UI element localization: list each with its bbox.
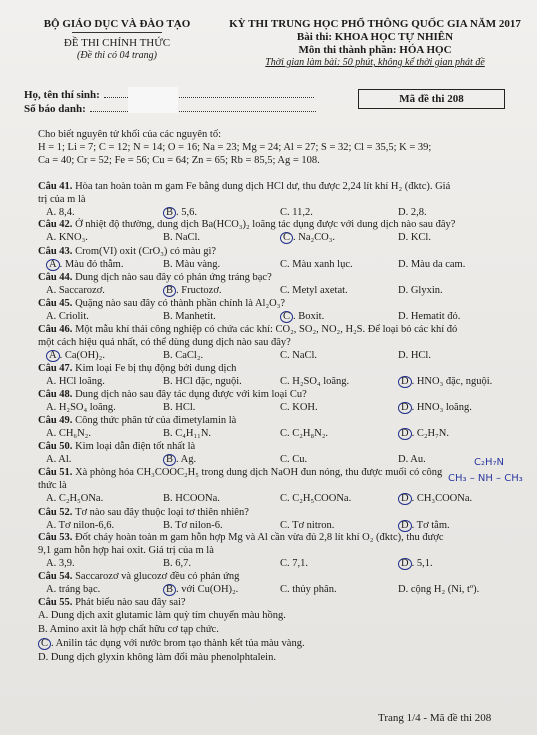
question-text: Kim loại Fe bị thụ động bởi dung dịch: [75, 363, 237, 374]
answer-option[interactable]: B. HCl.: [163, 402, 196, 413]
question-number: Câu 53.: [38, 532, 76, 543]
answer-options: [46, 453, 516, 466]
atomic-line-1: H = 1; Li = 7; C = 12; N = 14; O = 16; Na = 23; Mg = 24; Al = 27; S = 32; Cl = 35,5; K = 39;: [38, 142, 432, 153]
answer-mark-circle: B: [163, 285, 176, 297]
answer-mark-circle: C: [280, 232, 293, 244]
answer-options: [46, 492, 516, 505]
answer-option[interactable]: D. Au.: [398, 454, 426, 465]
answer-option[interactable]: B. Tơ nilon-6.: [163, 520, 223, 531]
answer-option[interactable]: C. 7,1.: [280, 558, 309, 569]
question-text: Quặng nào sau đây có thành phần chính là Al₂O₃?: [75, 298, 286, 309]
answer-mark-circle: C: [38, 638, 51, 650]
question-number: Câu 49.: [38, 415, 76, 426]
answer-option[interactable]: D . HNO₃ đặc, nguội.: [398, 375, 492, 388]
answer-option[interactable]: B. Màu vàng.: [163, 259, 221, 270]
answer-option[interactable]: B . Fructozơ.: [163, 284, 222, 297]
atomic-intro: Cho biết nguyên tử khối của các nguyên tố:: [38, 129, 221, 140]
answer-option[interactable]: D . C₂H₇N.: [398, 427, 449, 440]
answer-option[interactable]: D . 5,1.: [398, 557, 433, 570]
statement-option[interactable]: B. Amino axit là hợp chất hữu cơ tạp chức.: [38, 624, 219, 635]
answer-option[interactable]: D. Glyxin.: [398, 285, 443, 296]
exam-code: Mã đề thi 208: [358, 89, 505, 109]
answer-option[interactable]: B. C₄H₁₁N.: [163, 428, 212, 439]
header-left: [22, 18, 212, 62]
answer-option[interactable]: A . Ca(OH)₂.: [46, 349, 105, 362]
question-number: Câu 46.: [38, 324, 76, 335]
answer-options: [46, 401, 516, 414]
answer-options: [46, 375, 516, 388]
question-number: Câu 47.: [38, 363, 76, 374]
question-number: Câu 54.: [38, 571, 76, 582]
question-stem: [38, 245, 520, 258]
answer-mark-circle: D: [398, 520, 412, 532]
answer-option[interactable]: A. Criolit.: [46, 311, 89, 322]
answer-option[interactable]: C. KOH.: [280, 402, 318, 413]
ministry: BỘ GIÁO DỤC VÀ ĐÀO TẠO: [43, 18, 191, 30]
answer-mark-circle: B: [163, 454, 176, 466]
question-stem: [38, 596, 520, 609]
answer-option[interactable]: B. HCOONa.: [163, 493, 220, 504]
question-number: Câu 55.: [38, 597, 76, 608]
statement-option[interactable]: A. Dung dịch axit glutamic làm quỳ tím chuyển màu hồng.: [38, 610, 286, 621]
question-text: Công thức phân tử của đimetylamin là: [75, 415, 237, 426]
answer-option[interactable]: C. Màu xanh lục.: [280, 259, 353, 270]
answer-option[interactable]: D . CH₃COONa.: [398, 492, 472, 505]
answer-options: [46, 310, 516, 323]
answer-option[interactable]: B. NaCl.: [163, 232, 201, 243]
answer-mark-circle: A: [46, 350, 60, 362]
answer-option[interactable]: D. KCl.: [398, 232, 431, 243]
question-text-continued: một cách hiệu quả nhất, có thể dùng dung dịch nào sau đây?: [38, 337, 291, 348]
answer-option[interactable]: B . 5,6.: [163, 206, 197, 219]
question-text-continued: 9,1 gam hỗn hợp hai oxit. Giá trị của m là: [38, 545, 214, 556]
question-number: Câu 44.: [38, 272, 76, 283]
answer-options: [46, 258, 516, 271]
answer-option[interactable]: A. 3,9.: [46, 558, 75, 569]
question-text: Một mẫu khí thải công nghiệp có chứa các khí: CO₂, SO₂, NO₂, H₂S. Để loại bỏ các khí đó: [75, 324, 458, 335]
statement-option[interactable]: C . Anilin tác dụng với nước brom tạo thành kết tủa màu vàng.: [38, 637, 520, 650]
answer-option[interactable]: D. Hematit đỏ.: [398, 311, 461, 322]
answer-mark-circle: D: [398, 376, 412, 388]
divider: [72, 32, 162, 33]
answer-options: [46, 349, 516, 362]
answer-options: [46, 583, 516, 596]
question-stem: [38, 531, 520, 544]
question-text: Crom(VI) oxit (CrO₃) có màu gì?: [75, 246, 217, 257]
question-number: Câu 50.: [38, 441, 76, 452]
question-stem: [38, 570, 520, 583]
answer-option[interactable]: C. Cu.: [280, 454, 308, 465]
answer-option[interactable]: D . HNO₃ loãng.: [398, 401, 472, 414]
header-right: [225, 18, 525, 69]
question-text: Đốt cháy hoàn toàn m gam hỗn hợp Mg và Al cần vừa đủ 2,8 lít khí O₂ (đktc), thu được: [75, 532, 444, 543]
question-stem: [38, 440, 520, 453]
answer-options: [46, 231, 516, 244]
answer-option[interactable]: A . Màu đỏ thẫm.: [46, 258, 123, 271]
question-text: Xà phòng hóa CH₃COOC₂H₅ trong dung dịch NaOH đun nóng, thu được muối có công: [75, 467, 443, 478]
question-number: Câu 52.: [38, 507, 76, 518]
question-text-continued: thức là: [38, 480, 67, 491]
answer-option[interactable]: D. 2,8.: [398, 207, 427, 218]
answer-mark-circle: D: [398, 428, 412, 440]
atomic-masses: [38, 128, 518, 167]
exam-section: Bài thi: KHOA HỌC TỰ NHIÊN: [296, 31, 454, 43]
answer-option[interactable]: A. CH₆N₂.: [46, 428, 91, 439]
answer-option[interactable]: A. HCl loãng.: [46, 376, 105, 387]
answer-option[interactable]: D. Màu da cam.: [398, 259, 466, 270]
answer-option[interactable]: B. 6,7.: [163, 558, 192, 569]
question-text: Phát biểu nào sau đây sai?: [75, 597, 186, 608]
answer-mark-circle: D: [398, 558, 412, 570]
exam-subject: Môn thi thành phần: HÓA HỌC: [298, 44, 452, 56]
question-text: Tơ nào sau đây thuộc loại tơ thiên nhiên?: [75, 507, 249, 518]
atomic-line-2: Ca = 40; Cr = 52; Fe = 56; Cu = 64; Zn = 65; Rb = 85,5; Ag = 108.: [38, 155, 320, 166]
answer-option[interactable]: B. CaCl₂.: [163, 350, 204, 361]
answer-option[interactable]: C. thủy phân.: [280, 584, 337, 595]
question-stem: [38, 362, 520, 375]
question-stem: [38, 414, 520, 427]
id-label: Số báo danh:: [24, 103, 86, 115]
question-stem: [38, 180, 520, 193]
answer-option[interactable]: B. Manhetit.: [163, 311, 216, 322]
answer-option[interactable]: B . Ag.: [163, 453, 196, 466]
official-label: ĐỀ THI CHÍNH THỨC: [63, 37, 171, 49]
answer-mark-circle: B: [163, 584, 176, 596]
question-text: Dung dịch nào sau đây tác dụng được với kim loại Cu?: [75, 389, 307, 400]
answer-option[interactable]: C. 11,2.: [280, 207, 313, 218]
exam-title: KỲ THI TRUNG HỌC PHỔ THÔNG QUỐC GIA NĂM 2017: [229, 18, 521, 30]
answer-option[interactable]: A. C₂H₅ONa.: [46, 493, 104, 504]
answer-options: [46, 427, 516, 440]
question-text: Saccarozơ và glucozơ đều có phản ứng: [75, 571, 240, 582]
name-label: Họ, tên thí sinh:: [24, 89, 100, 101]
redaction-box: [128, 87, 178, 113]
statement-option[interactable]: D. Dung dịch glyxin không làm đổi màu phenolphtalein.: [38, 652, 276, 663]
question-stem: [38, 506, 520, 519]
question-number: Câu 51.: [38, 467, 76, 478]
answer-mark-circle: D: [398, 402, 412, 414]
answer-option[interactable]: C. Tơ nitron.: [280, 520, 335, 531]
question-number: Câu 42.: [38, 219, 76, 230]
exam-time: Thời gian làm bài: 50 phút, không kể thời gian phát đề: [265, 57, 485, 68]
question-stem: [38, 297, 520, 310]
question-stem: [38, 271, 520, 284]
answer-option[interactable]: A. 8,4.: [46, 207, 75, 218]
answer-option[interactable]: A. KNO₃.: [46, 232, 88, 243]
answer-option[interactable]: A. Saccarozơ.: [46, 285, 105, 296]
question-stem: [38, 388, 520, 401]
question-text: Dung dịch nào sau đây có phản ứng tráng bạc?: [75, 272, 272, 283]
page-count: (Đề thi có 04 trang): [77, 50, 157, 61]
question-text: Ở nhiệt độ thường, dung dịch Ba(HCO₃)₂ loãng tác dụng được với dung dịch nào sau đây?: [75, 219, 456, 230]
answer-option[interactable]: B . với Cu(OH)₂.: [163, 583, 238, 596]
answer-option[interactable]: C. Metyl axetat.: [280, 285, 348, 296]
question-number: Câu 43.: [38, 246, 76, 257]
answer-option[interactable]: A. H₂SO₄ loãng.: [46, 402, 116, 413]
answer-option[interactable]: C . Na₂CO₃.: [280, 231, 335, 244]
answer-mark-circle: C: [280, 311, 293, 323]
answer-mark-circle: A: [46, 259, 60, 271]
answer-mark-circle: B: [163, 207, 176, 219]
answer-options: [46, 284, 516, 297]
answer-option[interactable]: D. cộng H₂ (Ni, tº).: [398, 584, 480, 595]
answer-option[interactable]: D. HCl.: [398, 350, 431, 361]
question-number: Câu 45.: [38, 298, 76, 309]
answer-option[interactable]: C. NaCl.: [280, 350, 318, 361]
handwritten-note-structure: CH₃ – NH – CH₃: [448, 473, 523, 484]
answer-option[interactable]: D . Tơ tằm.: [398, 519, 450, 532]
answer-option[interactable]: C. H₂SO₄ loãng.: [280, 376, 350, 387]
answer-options: [46, 557, 516, 570]
answer-option[interactable]: A. tráng bạc.: [46, 584, 101, 595]
question-number: Câu 48.: [38, 389, 76, 400]
answer-option[interactable]: A. Tơ nilon-6,6.: [46, 520, 115, 531]
page-footer: Trang 1/4 - Mã đề thi 208: [378, 712, 492, 724]
answer-option[interactable]: B. HCl đặc, nguội.: [163, 376, 242, 387]
question-number: Câu 41.: [38, 181, 76, 192]
answer-mark-circle: D: [398, 493, 412, 505]
question-stem: [38, 323, 520, 336]
id-field[interactable]: [90, 102, 316, 112]
question-text: Kim loại dẫn điện tốt nhất là: [75, 441, 196, 452]
answer-option[interactable]: A. Al.: [46, 454, 72, 465]
answer-option[interactable]: C. C₂H₈N₂.: [280, 428, 329, 439]
answer-option[interactable]: C. C₂H₅COONa.: [280, 493, 352, 504]
handwritten-note-formula: C₂H₇N: [474, 457, 504, 468]
question-text: Hòa tan hoàn toàn m gam Fe bằng dung dịch HCl dư, thu được 2,24 lít khí H₂ (đktc). Giá: [75, 181, 451, 192]
question-text-continued: trị của m là: [38, 194, 86, 205]
question-stem: [38, 218, 520, 231]
answer-option[interactable]: C . Boxit.: [280, 310, 324, 323]
